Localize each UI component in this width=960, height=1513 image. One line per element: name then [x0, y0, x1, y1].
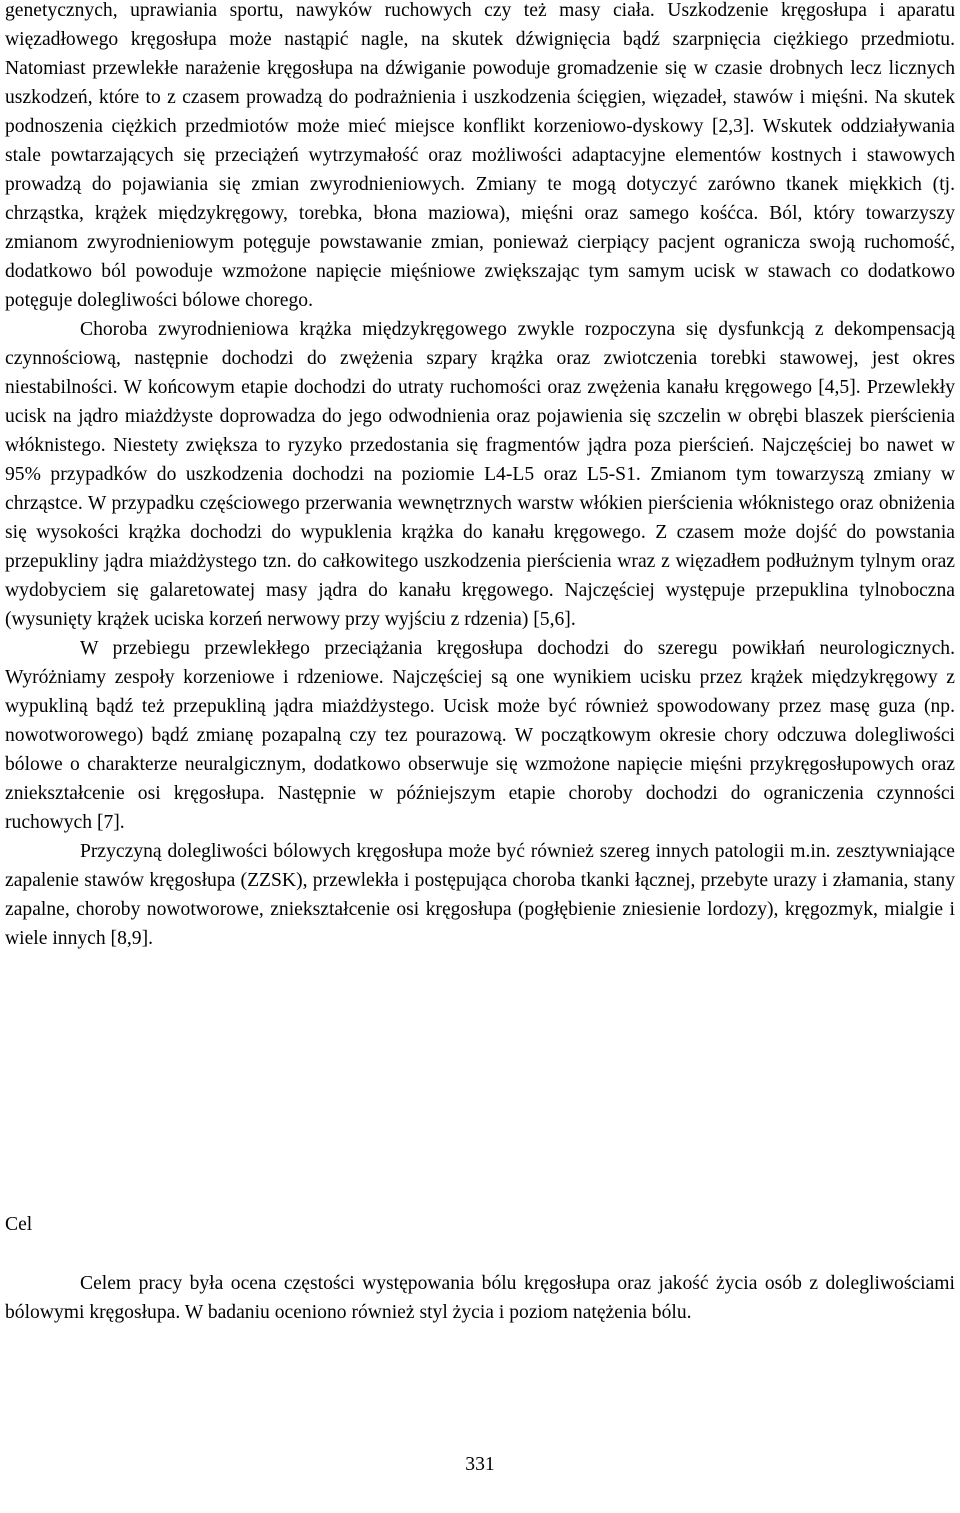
body-text: [5, 0, 955, 953]
paragraph-degenerative-disc: Choroba zwyrodnieniowa krążka międzykręgowego zwykle rozpoczyna się dysfunkcją z dekompensacją czynnościową, następnie dochodzi do zwężenia szpary krążka oraz zwiotczenia torebki stawowej, jest okres niestabilności. W końcowym etapie dochodzi do utraty ruchomości oraz zwężenia kanału kręgowego [4,5]. Przewlekły ucisk na jądro miażdżyste doprowadza do jego odwodnienia oraz pojawienia się szczelin w obrębi blaszek pierścienia włóknistego. Niestety zwiększa to ryzyko przedostania się fragmentów jądra poza pierścień. Najczęściej bo nawet w 95% przypadków do uszkodzenia dochodzi na poziomie L4-L5 oraz L5-S1. Zmianom tym towarzyszą zmiany w chrząstce. W przypadku częściowego przerwania wewnętrznych warstw włókien pierścienia włóknistego oraz obniżenia się wysokości krążka dochodzi do wypuklenia krążka do kanału kręgowego. Z czasem może dojść do powstania przepukliny jądra miażdżystego tzn. do całkowitego uszkodzenia pierścienia wraz z więzadłem podłużnym tylnym oraz wydobyciem się galaretowatej masy jądra do kanału kręgowego. Najczęściej występuje przepuklina tylnoboczna (wysunięty krążek uciska korzeń nerwowy przy wyjściu z rdzenia) [5,6].: [5, 319, 955, 630]
section-heading: Cel: [5, 1214, 33, 1235]
goal-paragraph: Celem pracy była ocena częstości występowania bólu kręgosłupa oraz jakość życia osób z dolegliwościami bólowymi kręgosłupa. W badaniu oceniono również styl życia i poziom natężenia bólu.: [5, 1273, 955, 1323]
page-number: 331: [465, 1454, 495, 1475]
paragraph-continuation: genetycznych, uprawiania sportu, nawyków ruchowych czy też masy ciała. Uszkodzenie kręgosłupa i aparatu więzadłowego kręgosłupa może nastąpić nagle, na skutek dźwignięcia bądź szarpnięcia ciężkiego przedmiotu. Natomiast przewlekłe narażenie kręgosłupa na dźwiganie powoduje gromadzenie się w czasie drobnych lecz licznych uszkodzeń, które to z czasem prowadzą do podrażnienia i uszkodzenia ścięgien, więzadeł, stawów i mięśni. Na skutek podnoszenia ciężkich przedmiotów może mieć miejsce konflikt korzeniowo-dyskowy [2,3]. Wskutek oddziaływania stale powtarzających się przeciążeń wytrzymałość oraz możliwości adaptacyjne elementów kostnych i stawowych prowadzą do pojawiania się zmian zwyrodnieniowych. Zmiany te mogą dotyczyć zarówno tkanek miękkich (tj. chrząstka, krążek międzykręgowy, torebka, błona maziowa), mięśni oraz samego kośćca. Ból, który towarzyszy zmianom zwyrodnieniowym potęguje powstawanie zmian, ponieważ cierpiący pacjent ogranicza swoją ruchomość, dodatkowo ból powoduje wzmożone napięcie mięśniowe zwiększając tym samym ucisk w stawach co dodatkowo potęguje dolegliwości bólowe chorego.: [5, 0, 955, 311]
paragraph-other-pathologies: Przyczyną dolegliwości bólowych kręgosłupa może być również szereg innych patologii m.in. zesztywniające zapalenie stawów kręgosłupa (ZZSK), przewlekła i postępująca choroba tkanki łącznej, przebyte urazy i złamania, stany zapalne, choroby nowotworowe, zniekształcenie osi kręgosłupa (pogłębienie zniesienie lordozy), kręgozmyk, mialgie i wiele innych [8,9].: [5, 841, 955, 949]
paragraph-neurological-complications: W przebiegu przewlekłego przeciążania kręgosłupa dochodzi do szeregu powikłań neurologicznych. Wyróżniamy zespoły korzeniowe i rdzeniowe. Najczęściej są one wynikiem ucisku przez krążek międzykręgowy z wypukliną bądź też przepukliną jądra miażdżystego. Ucisk może być również spowodowany przez masę guza (np. nowotworowego) bądź zmianę pozapalną czy tez pourazową. W początkowym okresie chory odczuwa dolegliwości bólowe o charakterze neuralgicznym, dodatkowo obserwuje się wzmożone napięcie mięśni przykręgosłupowych oraz zniekształcenie osi kręgosłupa. Następnie w późniejszym etapie choroby dochodzi do ograniczenia czynności ruchowych [7].: [5, 638, 955, 833]
